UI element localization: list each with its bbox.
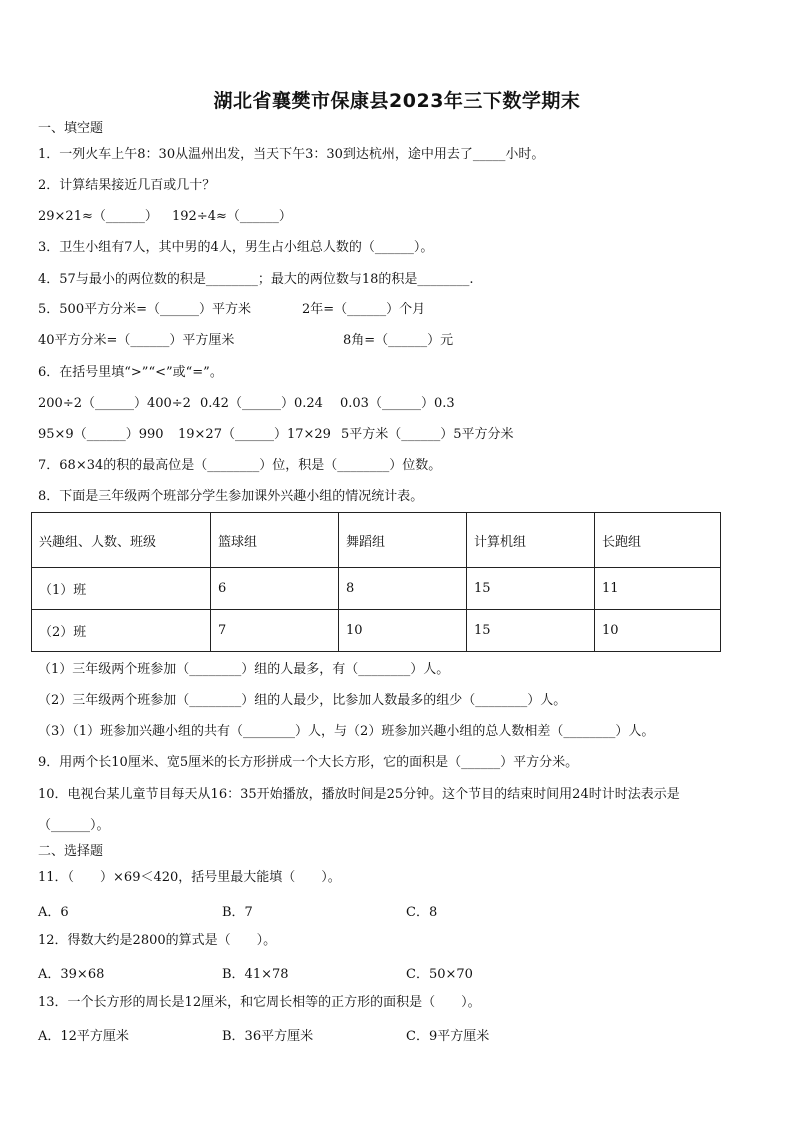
table-row (32, 568, 721, 610)
question-8-1: （1）三年级两个班参加（________）组的人最多，有（________）人。 (38, 662, 450, 677)
section-fill-in-blank: 一、填空题 (38, 121, 104, 136)
question-4: 4．57与最小的两位数的积是________；最大的两位数与18的积是________. (38, 272, 474, 287)
option-c: C．50×70 (406, 967, 473, 982)
question-8: 8．下面是三年级两个班部分学生参加课外兴趣小组的情况统计表。 (38, 489, 424, 504)
question-12: 12．得数大约是2800的算式是（ ）。 (38, 933, 277, 948)
question-5d: 8角=（______）元 (343, 333, 454, 348)
table-row (32, 610, 721, 652)
question-6e: 19×27（______）17×29 (178, 427, 331, 442)
page-title: 湖北省襄樊市保康县2023年三下数学期末 (213, 90, 581, 112)
option-a: A．12平方厘米 (38, 1029, 129, 1044)
table-cell: （1）班 (32, 568, 211, 610)
option-a: A．6 (38, 905, 69, 920)
table-cell: 15 (467, 610, 595, 652)
question-8-3: （3）（1）班参加兴趣小组的共有（________）人，与（2）班参加兴趣小组的总人数相差（________）人。 (38, 724, 655, 739)
question-5c: 40平方分米=（______）平方厘米 (38, 333, 235, 348)
table-cell: 6 (211, 568, 339, 610)
table-cell: （2）班 (32, 610, 211, 652)
question-2: 2．计算结果接近几百或几十？ (38, 178, 216, 193)
option-c: C．9平方厘米 (406, 1029, 490, 1044)
question-6d: 95×9（______）990 (38, 427, 164, 442)
table-header-cell: 兴趣组、人数、班级 (32, 513, 211, 568)
question-10-answer: （______）。 (38, 818, 110, 833)
question-6c: 0.03（______）0.3 (340, 396, 455, 411)
question-10: 10．电视台某儿童节目每天从16：35开始播放，播放时间是25分钟。这个节目的结束时间用24时计时法表示是 (38, 787, 680, 802)
question-5b: 2年=（______）个月 (302, 302, 426, 317)
question-8-2: （2）三年级两个班参加（________）组的人最少，比参加人数最多的组少（________）人。 (38, 693, 567, 708)
question-6b: 0.42（______）0.24 (200, 396, 323, 411)
interest-group-table (31, 512, 721, 652)
question-6f: 5平方米（______）5平方分米 (341, 427, 514, 442)
option-b: B．41×78 (222, 967, 289, 982)
question-5a: 5．500平方分米=（______）平方米 (38, 302, 251, 317)
table-cell: 10 (595, 610, 721, 652)
question-2a: 29×21≈（______） (38, 209, 158, 224)
question-2b: 192÷4≈（______） (172, 209, 292, 224)
table-header-cell: 舞蹈组 (339, 513, 467, 568)
question-11: 11．（ ）×69＜420，括号里最大能填（ ）。 (38, 870, 341, 885)
table-header-cell: 计算机组 (467, 513, 595, 568)
question-9: 9．用两个长10厘米、宽5厘米的长方形拼成一个大长方形，它的面积是（______）平方分米。 (38, 755, 579, 770)
table-header-row (32, 513, 721, 568)
section-multiple-choice: 二、选择题 (38, 844, 104, 859)
table-cell: 15 (467, 568, 595, 610)
question-1: 1．一列火车上午8：30从温州出发，当天下午3：30到达杭州，途中用去了_____小时。 (38, 147, 545, 162)
table-cell: 8 (339, 568, 467, 610)
table-cell: 10 (339, 610, 467, 652)
question-6a: 200÷2（______）400÷2 (38, 396, 191, 411)
question-6: 6．在括号里填“>”“<”或“=”。 (38, 365, 223, 380)
table-cell: 7 (211, 610, 339, 652)
option-b: B．36平方厘米 (222, 1029, 314, 1044)
question-13: 13．一个长方形的周长是12厘米，和它周长相等的正方形的面积是（ ）。 (38, 995, 481, 1010)
question-3: 3．卫生小组有7人，其中男的4人，男生占小组总人数的（______）。 (38, 240, 434, 255)
option-c: C．8 (406, 905, 438, 920)
table-header-cell: 篮球组 (211, 513, 339, 568)
option-a: A．39×68 (38, 967, 105, 982)
option-b: B．7 (222, 905, 253, 920)
question-7: 7．68×34的积的最高位是（________）位，积是（________）位数。 (38, 458, 442, 473)
table-cell: 11 (595, 568, 721, 610)
table-header-cell: 长跑组 (595, 513, 721, 568)
